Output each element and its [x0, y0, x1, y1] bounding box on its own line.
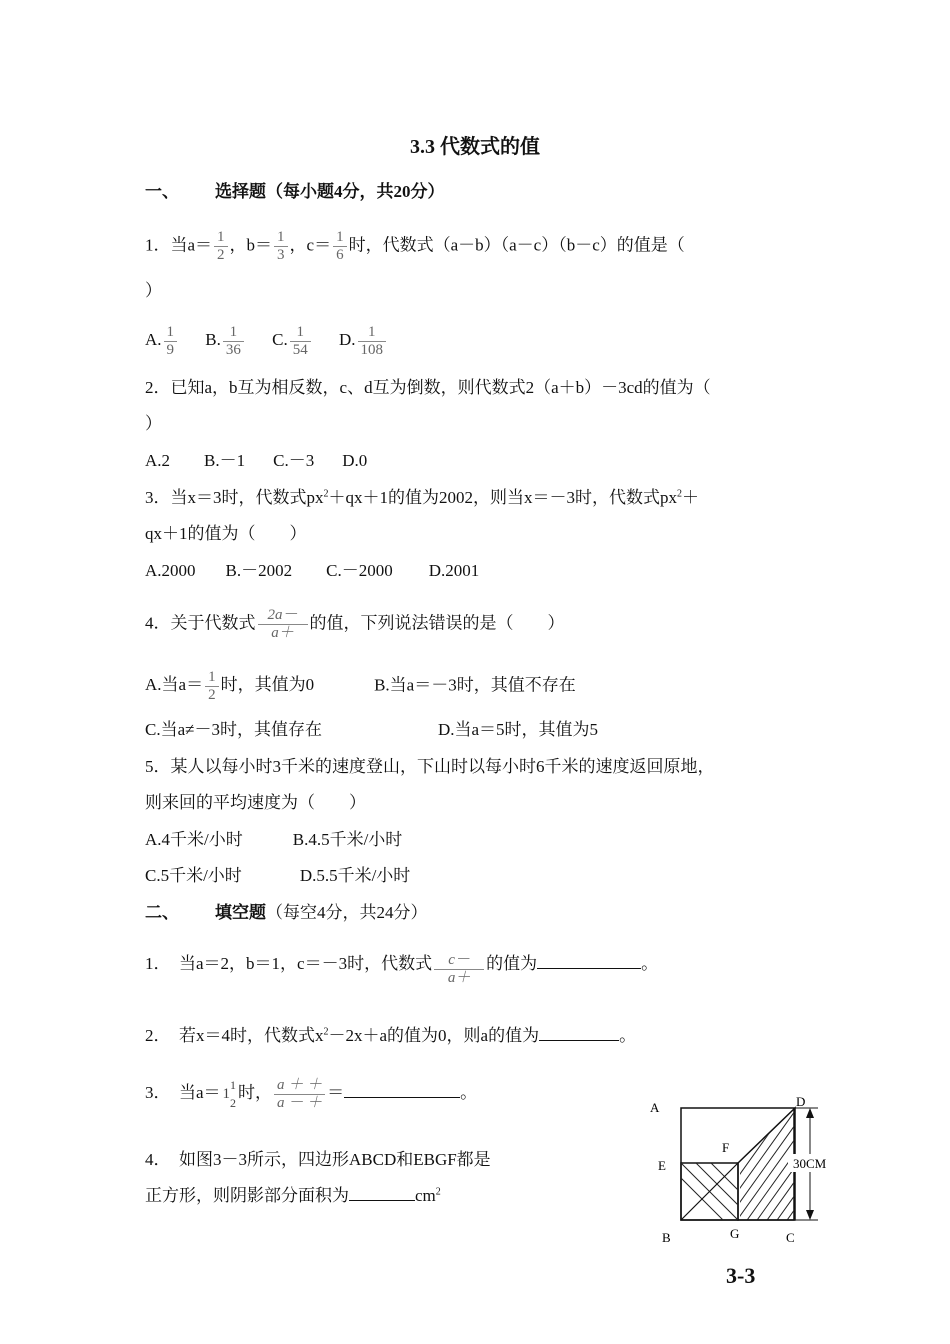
- q4-options-row-1: [145, 669, 576, 704]
- question-2: 2．已知a，b互为相反数，c、d互为倒数，则代数式2（a＋b）－3cd的值为（: [145, 378, 711, 397]
- q1-c-label: ，c＝: [289, 235, 332, 255]
- q1-close: ）: [145, 281, 162, 300]
- q3-option-d: D.2001: [428, 561, 480, 580]
- section-2-title: 填空题: [215, 903, 266, 922]
- q4-options-row-2: [145, 718, 598, 742]
- fill-2: 2． 若x＝4时，代数式$x^2-2x+a$的值为0，则a的值为 。: [145, 1026, 637, 1045]
- label-a: A: [650, 1100, 660, 1115]
- section-1-number: 一、: [145, 182, 179, 201]
- q1-option-b: B. $\frac{1}{36}$: [205, 330, 246, 349]
- q4-option-c: C.当a≠－3时，其值存在: [145, 720, 322, 739]
- fill-4: 4． 如图3－3所示，四边形ABCD和EBGF都是: [145, 1150, 491, 1169]
- label-f: F: [722, 1140, 730, 1155]
- q3-line-2: qx＋1的值为（ ）: [145, 524, 307, 543]
- q1-option-c: C. $\frac{1}{54}$: [272, 330, 313, 349]
- label-g: G: [730, 1226, 740, 1241]
- q4-fraction: $\frac{2a-}{a+}$: [258, 607, 308, 642]
- q5-option-d: D.5.5千米/小时: [299, 866, 411, 885]
- f3-answer-blank[interactable]: [344, 1081, 460, 1098]
- q2-options: [145, 449, 367, 473]
- f1-fraction: $\frac{c-}{a+}$: [434, 952, 484, 987]
- fill-3: 3． 当a＝ 1 1 2 时， $\frac{a + +}{a - +}$ ＝ 。: [145, 1076, 478, 1111]
- f3-fraction: $\frac{a + +}{a - +}$: [274, 1077, 325, 1112]
- q4-option-b: B.当a＝－3时，其值不存在: [374, 675, 576, 695]
- label-d: D: [796, 1094, 806, 1109]
- fraction-c: $\frac{1}{6}$: [333, 229, 347, 264]
- question-1: [145, 229, 685, 264]
- section-1-title: 选择题（每小题4分，共20分）: [215, 182, 445, 201]
- f1-answer-blank[interactable]: [537, 952, 641, 969]
- q3-option-b: B.－2002: [225, 561, 293, 580]
- q3-option-c: C.－2000: [326, 561, 393, 580]
- fraction-a: $\frac{1}{2}$: [214, 229, 228, 264]
- f4-answer-blank[interactable]: [349, 1184, 415, 1201]
- page-title: 3.3 代数式的值: [410, 136, 540, 158]
- question-4: 4．关于代数式 $\frac{2a-}{a+}$ 的值，下列说法错误的是（ ）: [145, 607, 565, 641]
- question-5: 5．某人以每小时3千米的速度登山，下山时以每小时6千米的速度返回原地，: [145, 757, 715, 776]
- q2-option-d: D.0: [342, 451, 368, 470]
- section-2-number: 二、: [145, 903, 179, 922]
- q2-option-a: A.2: [145, 451, 171, 470]
- question-3: 3．当x＝3时，代数式$px^2+qx+1$的值为2002，则当x＝－3时，代数式$px^2+$: [145, 488, 699, 507]
- f3-mixed-number: 1 1 2: [222, 1078, 237, 1110]
- q1-text: 1．当a＝: [145, 235, 213, 255]
- q4-option-a: A.当a＝ $\frac{1}{2}$ 时，其值为0: [145, 669, 315, 703]
- f2-answer-blank[interactable]: [539, 1024, 619, 1041]
- q5-option-c: C.5千米/小时: [145, 866, 242, 885]
- q3-option-a: A.2000: [145, 561, 196, 580]
- q1-b-label: ，b＝: [229, 235, 273, 255]
- q5-option-a: A.4千米/小时: [145, 830, 243, 849]
- label-c: C: [786, 1230, 795, 1245]
- label-e: E: [658, 1158, 666, 1173]
- fill-1: 1． 当a＝2，b＝1，c＝－3时，代数式 $\frac{c-}{a+}$ 的值为 。: [145, 952, 659, 986]
- q2-option-b: B.－1: [204, 451, 246, 470]
- section-2-heading: [145, 901, 428, 925]
- fill-4-line-2: 正方形，则阴影部分面积为 $cm^2$: [145, 1186, 441, 1205]
- q2-option-c: C.－3: [273, 451, 315, 470]
- label-b: B: [662, 1230, 671, 1245]
- section-2-note: （每空4分，共24分）: [266, 903, 428, 922]
- q1-option-d: D. $\frac{1}{108}$: [339, 330, 388, 349]
- dimension-label: 30CM: [793, 1156, 827, 1171]
- section-1-heading: [145, 180, 445, 204]
- q4-option-d: D.当a＝5时，其值为5: [437, 720, 599, 739]
- figure-caption: 3-3: [726, 1263, 756, 1288]
- q1-text-end: 时，代数式（a－b）（a－c）（b－c）的值是（: [348, 235, 685, 255]
- q1-options: [145, 324, 388, 359]
- q1-option-a: A. $\frac{1}{9}$: [145, 330, 179, 349]
- q5-line-2: 则来回的平均速度为（ ）: [145, 793, 366, 812]
- fraction-b: $\frac{1}{3}$: [274, 229, 288, 264]
- square-diagram: [640, 1090, 840, 1250]
- q2-close: ）: [145, 414, 162, 433]
- q5-option-b: B.4.5千米/小时: [292, 830, 403, 849]
- q5-options-row-1: [145, 828, 402, 852]
- q5-options-row-2: [145, 864, 410, 888]
- q3-options: [145, 559, 479, 583]
